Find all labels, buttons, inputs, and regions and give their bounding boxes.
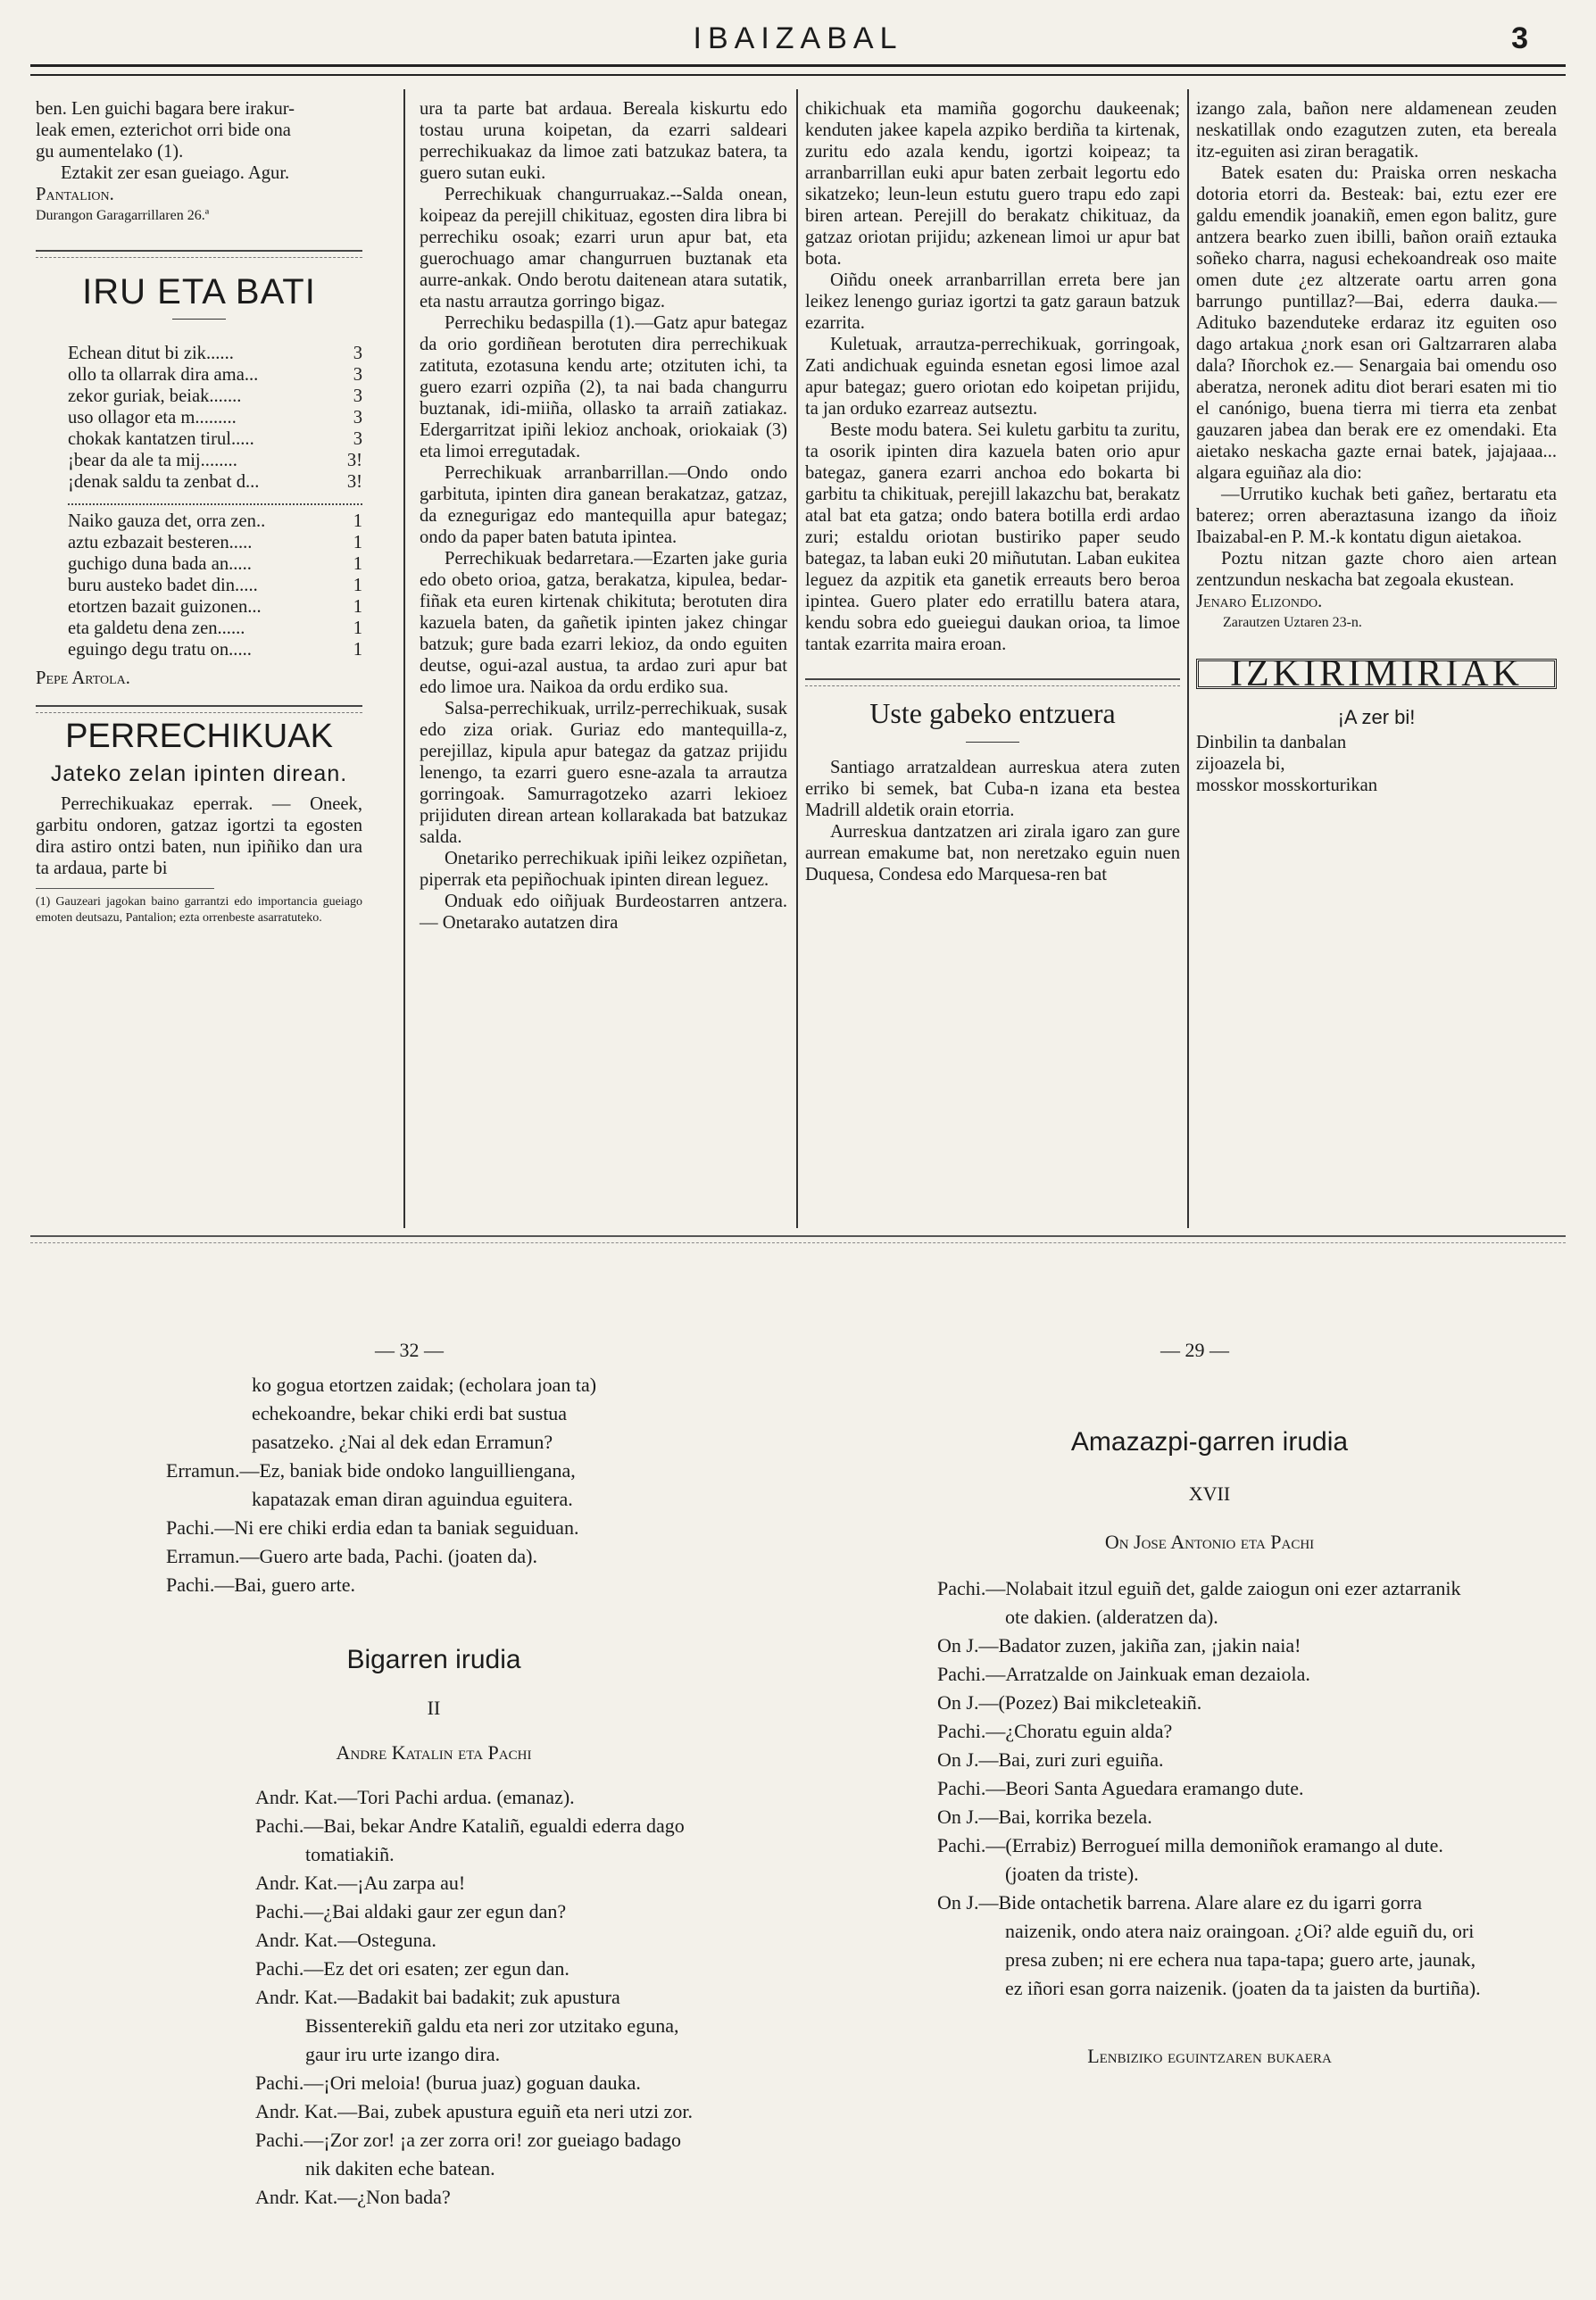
dialogue-line: Andr. Kat.—Tori Pachi ardua. (emanaz). [255,1786,575,1808]
dialogue-line: On J.—Bai, korrika bezela. [937,1806,1152,1828]
dialogue-line: On J.—Bide ontachetik barrena. Alare alare ez du igarri gorra naizenik, ondo atera naiz oraingoan. ¿Oi? alde eguiñ du, ori presa zuben; ni ere echera nua tapa-tapa; guero arte, jaunak, ez iñori esan gorra naizenik. (joaten da ta jaisten da burtiña). [937,1891,1481,1999]
dialogue-line: Pachi.—¿Choratu eguin alda? [937,1720,1173,1742]
poem-line: uso ollagor eta m......... 3 [68,408,362,428]
recipe-paragraph: Oiñdu oneek arranbarrillan erreta bere jan leikez lenengo guriaz igortzi ta gatz garaun batzuk ezarrita. [805,270,1180,333]
dialogue-line: kapatazak eman diran aguindua eguitera. [252,1488,573,1510]
poem-signature: Pepe Artola. [36,668,130,688]
header-rule [30,64,1566,76]
dialogue-line: Andr. Kat.—Badakit bai badakit; zuk apustura Bissenterekiñ galdu eta neri zor utzitako eguna, gaur iru urte izango dira. [255,1986,679,2065]
dialogue-line: Andr. Kat.—Osteguna. [255,1929,436,1951]
column-3 [805,98,1180,885]
poem-line: ¡denak saldu ta zenbat d... 3! [68,472,362,492]
dialogue-line: Andr. Kat.—¡Au zarpa au! [255,1872,466,1894]
author-signature: Jenaro Elizondo. [1196,592,1323,611]
recipe-paragraph: Beste modu batera. Sei kuletu garbitu ta zuritu, ta osorik ipinten dira kazuela baten orio apur bategaz, ganera ezarri anchoa edo bokarta bi garbitu ta chikituak, perejill lakazchu bat, berakatz atal bat eta gatza; ondo batera botilla erdi ardao zuri; estaldu oriotan bustiriko paper seudo bategaz, ta laban euki 20 miñututan. Laban eukitea leguez da azpitik eta ganetik erreauts bero beroa ipintea. Guero plater edo erratillu batera atara, kendu sobra edo gueiegui daukan orioa, ta limoe tantak ezarrita maira eroan. [805,420,1180,654]
page-label-right: — 29 — [1160,1339,1229,1361]
recipe-subtitle: Jateko zelan ipinten direan. [50,761,348,786]
verse-title: ¡A zer bi! [1337,706,1416,728]
izkirimiriak-heading: IZKIRIMIRIAK [1196,659,1557,689]
poem-title: IRU ETA BATI [82,272,316,311]
dialogue-line: Pachi.—Arratzalde on Jainkuak eman dezaiola. [937,1663,1310,1685]
poem-line: Naiko gauza det, orra zen.. 1 [68,511,362,531]
author-signature: Pantalion. [36,185,114,204]
title-underline [966,742,1019,743]
act-end: Lenbiziko eguintzaren bukaera [1087,2045,1332,2067]
story-paragraph: Poztu nitzan gazte choro aien artean zentzundun neskacha bat zegoala ekustean. [1196,549,1557,590]
story-paragraph: —Urrutiko kuchak beti gañez, bertaratu eta baterez; orren aberaztasuna izango da iñoiz Ibaizabal-en P. M.-k kontatu digun aietakoa. [1196,485,1557,547]
poem-line: etortzen bazait guizonen... 1 [68,597,362,617]
dialogue-line: Pachi.—Ez det ori esaten; zer egun dan. [255,1957,569,1980]
recipe-title: PERRECHIKUAK [65,718,333,755]
recipe-paragraph: Perrechikuak arranbarrillan.—Ondo ondo garbituta, ipinten dira ganean berakatzaz, gatzaz, da eznegurigaz edo mantequilla apur bategaz; ondo da paper baten batuta ipintea. [420,463,787,547]
poem-line: ollo ta ollarrak dira ama... 3 [68,365,362,385]
poem-stanza-1 [36,343,362,493]
scene-title: Bigarren irudia [346,1645,521,1674]
dialogue-line: pasatzeko. ¿Nai al dek edan Erramun? [252,1431,553,1453]
section-divider [36,250,362,258]
dialogue-line: On J.—(Pozez) Bai mikcleteakiñ. [937,1691,1202,1714]
scene-characters: On Jose Antonio eta Pachi [1104,1531,1315,1553]
section-divider [805,678,1180,686]
recipe-paragraph: Onduak edo oiñjuak Burdeostarren antzera. — Onetarako autatzen dira [420,892,787,933]
verse-line: zijoazela bi, [1196,754,1285,774]
column-divider [403,89,405,1228]
dialogue-line: Pachi.—Bai, guero arte. [166,1573,355,1596]
verse-line: Dinbilin ta danbalan [1196,733,1347,752]
poem-stanza-2 [36,511,362,660]
poem-line: eta galdetu dena zen...... 1 [68,619,362,638]
dialogue-line: Andr. Kat.—Bai, zubek apustura eguiñ eta neri utzi zor. [255,2100,693,2122]
section-divider [36,705,362,713]
dialogue-line: Pachi.—Beori Santa Aguedara eramango dute. [937,1777,1304,1799]
dialogue-line: Pachi.—¿Bai aldaki gaur zer egun dan? [255,1900,567,1922]
recipe-paragraph: chikichuak eta mamiña gogorchu daukeenak; kenduten jakee kapela azpiko berdiña ta kirtenak, zuritu edo azala kendu, igortzi koipeaz; ta arranbarrillan euki apur baten zerbait legortu edo sikatzeko; leun-leun estutu guero trapu edo zapi biren artean. Perejill do berakatz chikituaz, da gatzaz oriotan prijidu; azkenean limoi ur apur bat bota. [805,99,1180,269]
column-2 [420,98,787,934]
dialogue-line: Erramun.—Guero arte bada, Pachi. (joaten da). [166,1545,537,1567]
dialogue-line: echekoandre, bekar chiki erdi bat sustua [252,1402,568,1424]
dateline: Durangon Garagarrillaren 26.ª [36,208,210,223]
intro-line: ben. Len guichi bagara bere irakur- [36,99,295,119]
scene-number: II [427,1697,441,1719]
dialogue-line: Pachi.—Nolabait itzul eguiñ det, galde zaiogun oni ezer aztarranik ote dakien. (alderatzen da). [937,1577,1461,1628]
dialogue-line: On J.—Bai, zuri zuri eguiña. [937,1748,1164,1771]
poem-line: zekor guriak, beiak....... 3 [68,386,362,406]
footnote: (1) Gauzeari jagokan baino garrantzi edo importancia gueiago emoten deutsazu, Pantalion; ezta orrenbeste asarratuteko. [36,895,362,925]
story-paragraph: Aurreskua dantzatzen ari zirala igaro zan gure aurrean emakume bat, non neretzako eguin nuen Duquesa, Condesa edo Marquesa-ren bat [805,822,1180,884]
intro-line: leak emen, ezterichot orri bide ona [36,120,291,140]
intro-line: gu aumentelako (1). [36,142,184,162]
column-divider [1187,89,1189,1228]
poem-line: aztu ezbazait besteren..... 1 [68,533,362,552]
dialogue-line: Andr. Kat.—¿Non bada? [255,2186,451,2208]
poem-line: chokak kantatzen tirul..... 3 [68,429,362,449]
story-paragraph: Batek esaten du: Praiska orren neskacha dotoria etorri da. Besteak: bai, eztu ezer ere galdu emendik joanakiñ, emen egon balitz, gure antzera bearko zuen ibilli, bañon oraiñ eztauka soñeko charra, nagusi echekoandreak oso maite omen dute ¿ez altzerate oartu arren gona barrungo puntillaz?—Bai, ederra dauka.—Adituko bazenduteke erdaraz itz eguiten oso dago artakua ¿nork esan ori Galtzarraren alaba dala? Iñorchok ez.— Senargaia bai omendu oso aberatza, neronek aditu diot berari esaten mi tio el canónigo, buena tierra mi tierra eta zenbat gauzaren jabea dan berak ere ez omendaki. Eta aietako neskacha gazte ernai batek, jajajaaa... algara eguiñaz ala dio: [1196,163,1557,483]
recipe-paragraph: Salsa-perrechikuak, urrilz-perrechikuak, susak edo ziza oriak. Guriaz edo mantequilla-z, perejillaz, kipula apur bategaz da gatzaz prijidu lenengo, ta ezarri guero esne-azala ta arrautza gorringoak. Samurragotzeko azarri lekioez prijiduten direan artean kollarakada bat batzukaz salda. [420,699,787,847]
dialogue-line: On J.—Badator zuzen, jakiña zan, ¡jakin naia! [937,1634,1301,1656]
page-label-left: — 32 — [375,1339,444,1361]
story-paragraph: Santiago arratzaldean aurreskua atera zuten erriko bi semek, bat Cuba-n izana eta bestea Madrill aldetik orain etorria. [805,758,1180,820]
recipe-paragraph: Kuletuak, arrautza-perrechikuak, gorringoak, Zati andichuak eguinda esnetan egosi limoe azal apur bategaz; guero oriotan edo koipetan prijidu, ta jan orduko ezarreaz autseztu. [805,335,1180,419]
page-number: 3 [1511,21,1528,55]
column-1 [36,98,362,926]
dialogue-line: Pachi.—Ni ere chiki erdia edan ta baniak seguiduan. [166,1516,579,1539]
recipe-paragraph: Perrechikuak bedarretara.—Ezarten jake guria edo obeto orioa, gatza, berakatza, kipulea, bedar-fiñak eta euren kirtenak chikituta; berotuten dira kazuela baten, da gañetik ipinten jakez chingar batzuk; gure bada ezarri lekioz, da ondo eguiten deutse, ogui-azal austua, ta ardao zuri apur bat edo limoe ura. Naikoa da ordu erdiko sua. [420,549,787,697]
footnote-rule [36,888,214,889]
story-paragraph: izango zala, bañon nere aldamenean zeuden neskatillak ondo ezagutzen zuten, eta bereala itz-eguiten asi ziran beragatik. [1196,99,1557,162]
scene-number: XVII [1188,1482,1231,1505]
poem-line: guchigo duna bada an..... 1 [68,554,362,574]
dialogue-line: Pachi.—(Errabiz) Berrogueí milla demoniñok eramango al dute. (joaten da triste). [937,1834,1443,1885]
story-title: Uste gabeko entzuera [869,697,1116,729]
dialogue-line: Pachi.—¡Ori meloia! (burua juaz) goguan dauka. [255,2072,641,2094]
play-page-right [937,1428,1482,2071]
recipe-paragraph: Perrechikuak changurruakaz.--Salda onean, koipeaz da perejill chikituaz, egosten dira libra bi perrechiku osoak; ezarri urun apur bat, eta guerochuago amar changurruen buztanak eta aurre-ankak. Ondo berotu daitenean atara sutatik, eta nastu arrautza gorringo bigaz. [420,185,787,311]
dotted-separator [68,503,362,505]
recipe-paragraph: Onetariko perrechikuak ipiñi leikez ozpiñetan, piperrak eta pepiñochuak ipinten direan leguez. [420,849,787,890]
poem-line: buru austeko badet din..... 1 [68,576,362,595]
verse-line: mosskor mosskorturikan [1196,776,1378,795]
dateline: Zarautzen Uztaren 23-n. [1223,615,1362,630]
poem-line: Echean ditut bi zik...... 3 [68,344,362,363]
newspaper-title: IBAIZABAL [693,21,903,55]
recipe-paragraph: Perrechikuakaz eperrak. — Oneek, garbitu ondoren, gatzaz igortzi ta egosten dira astiro ontzi baten, nun ipiñiko dan ura ta ardaua, parte bi [36,794,362,878]
dialogue-line: ko gogua etortzen zaidak; (echolara joan ta) [252,1374,597,1396]
poem-line: eguingo degu tratu on..... 1 [68,640,362,660]
recipe-paragraph: Perrechiku bedaspilla (1).—Gatz apur bategaz da orio gordiñean berotuten dira perrechikuak zatituta, ezotasuna kendu arte; otzituten ichi, ta guero ezarri ozpiña (2), ta nai bada changurru buztanak, idi-miiña, ollasko ta arraiñ zatiakaz. Edergarritzat ipiñi lekioz anchoak, oriokaiak (3) eta limoi erregutadak. [420,313,787,461]
recipe-paragraph: ura ta parte bat ardaua. Bereala kiskurtu edo tostau uruna koipetan, da ezarri saldeari perrechikuakaz da limoe zati batzukaz batera, ta guero sutan euki. [420,99,787,183]
dialogue-line: Pachi.—Bai, bekar Andre Kataliñ, egualdi ederra dago tomatiakiñ. [255,1814,685,1865]
dialogue-line: Erramun.—Ez, baniak bide ondoko languilliengana, [166,1459,576,1482]
column-4 [1196,98,1557,796]
poem-line: ¡bear da ale ta mij........ 3! [68,451,362,470]
scene-characters: Andre Katalin eta Pachi [336,1741,532,1764]
title-underline [172,319,226,320]
dialogue-line: Pachi.—¡Zor zor! ¡a zer zorra ori! zor gueiago badago nik dakiten eche batean. [255,2129,682,2180]
closing-line: Eztakit zer esan gueiago. Agur. [61,163,290,183]
column-divider [796,89,798,1228]
play-page-left [166,1371,702,2212]
scene-title: Amazazpi-garren irudia [1070,1427,1349,1457]
page-fold-rule [30,1235,1566,1243]
